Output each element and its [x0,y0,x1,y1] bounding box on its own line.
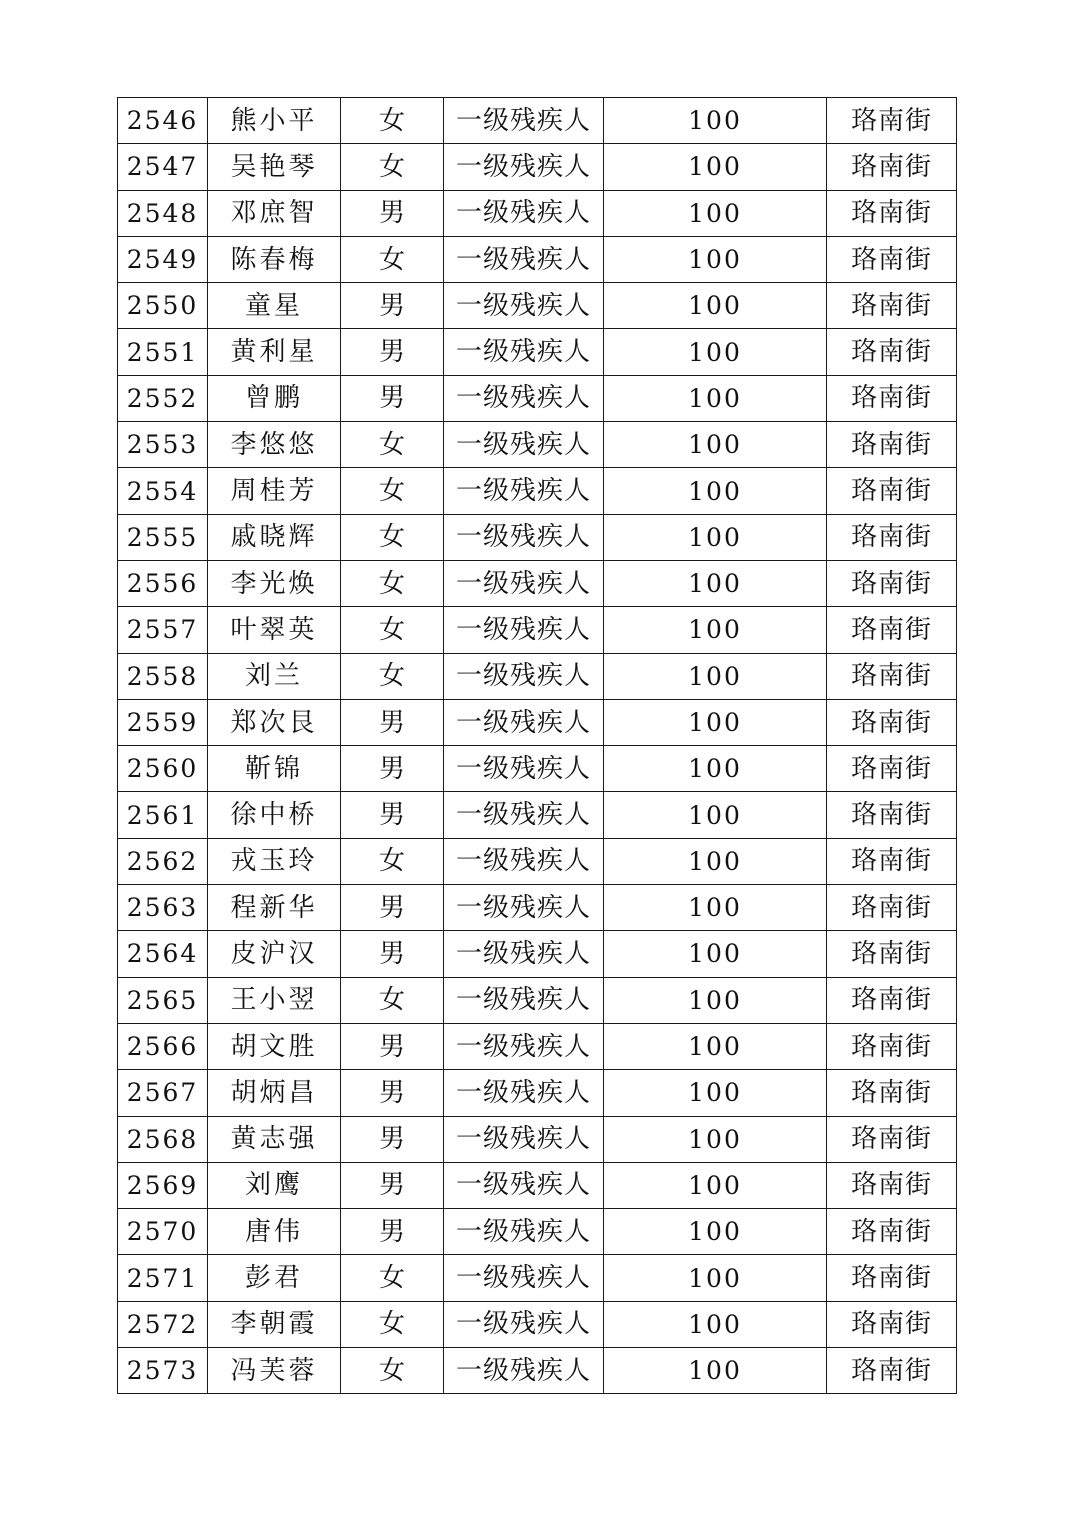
table-row [118,699,957,745]
table-row [118,1070,957,1116]
name-cell: 叶翠英 [208,607,341,653]
amount-cell: 100 [604,1255,827,1301]
amount-cell: 100 [604,977,827,1023]
amount-cell: 100 [604,1023,827,1069]
gender-cell: 女 [341,144,444,190]
gender-cell: 男 [341,1162,444,1208]
disability-level-cell: 一级残疾人 [444,653,604,699]
amount-cell: 100 [604,422,827,468]
amount-cell: 100 [604,792,827,838]
serial-number-cell: 2562 [118,838,208,884]
gender-cell: 男 [341,1023,444,1069]
amount-cell: 100 [604,1209,827,1255]
table-row [118,236,957,282]
table-row [118,1348,957,1394]
gender-cell: 男 [341,375,444,421]
table-row [118,977,957,1023]
disability-level-cell: 一级残疾人 [444,792,604,838]
amount-cell: 100 [604,283,827,329]
disability-level-cell: 一级残疾人 [444,885,604,931]
gender-cell: 男 [341,699,444,745]
serial-number-cell: 2566 [118,1023,208,1069]
table-row [118,792,957,838]
street-cell: 珞南街 [827,885,957,931]
gender-cell: 女 [341,560,444,606]
serial-number-cell: 2546 [118,98,208,144]
gender-cell: 女 [341,1255,444,1301]
disability-level-cell: 一级残疾人 [444,1116,604,1162]
amount-cell: 100 [604,514,827,560]
table-row [118,422,957,468]
serial-number-cell: 2550 [118,283,208,329]
name-cell: 彭君 [208,1255,341,1301]
gender-cell: 男 [341,792,444,838]
table-row [118,283,957,329]
amount-cell: 100 [604,1301,827,1347]
street-cell: 珞南街 [827,236,957,282]
amount-cell: 100 [604,468,827,514]
gender-cell: 男 [341,329,444,375]
name-cell: 胡炳昌 [208,1070,341,1116]
roster-table [117,97,957,1394]
table-row [118,560,957,606]
street-cell: 珞南街 [827,283,957,329]
table-row [118,885,957,931]
serial-number-cell: 2560 [118,746,208,792]
disability-level-cell: 一级残疾人 [444,468,604,514]
name-cell: 冯芙蓉 [208,1348,341,1394]
name-cell: 邓庶智 [208,190,341,236]
table-row [118,144,957,190]
amount-cell: 100 [604,560,827,606]
street-cell: 珞南街 [827,1209,957,1255]
gender-cell: 男 [341,885,444,931]
name-cell: 王小翌 [208,977,341,1023]
name-cell: 童星 [208,283,341,329]
disability-level-cell: 一级残疾人 [444,1255,604,1301]
gender-cell: 男 [341,931,444,977]
street-cell: 珞南街 [827,422,957,468]
name-cell: 郑次艮 [208,699,341,745]
gender-cell: 女 [341,236,444,282]
disability-level-cell: 一级残疾人 [444,1301,604,1347]
gender-cell: 女 [341,607,444,653]
street-cell: 珞南街 [827,190,957,236]
name-cell: 唐伟 [208,1209,341,1255]
table-row [118,1209,957,1255]
table-row [118,468,957,514]
street-cell: 珞南街 [827,1255,957,1301]
serial-number-cell: 2564 [118,931,208,977]
street-cell: 珞南街 [827,1023,957,1069]
street-cell: 珞南街 [827,560,957,606]
name-cell: 靳锦 [208,746,341,792]
street-cell: 珞南街 [827,1348,957,1394]
amount-cell: 100 [604,885,827,931]
gender-cell: 男 [341,190,444,236]
disability-level-cell: 一级残疾人 [444,514,604,560]
street-cell: 珞南街 [827,699,957,745]
disability-level-cell: 一级残疾人 [444,375,604,421]
disability-level-cell: 一级残疾人 [444,746,604,792]
disability-level-cell: 一级残疾人 [444,1209,604,1255]
gender-cell: 男 [341,1209,444,1255]
gender-cell: 男 [341,1116,444,1162]
amount-cell: 100 [604,607,827,653]
disability-level-cell: 一级残疾人 [444,1162,604,1208]
disability-level-cell: 一级残疾人 [444,283,604,329]
street-cell: 珞南街 [827,607,957,653]
serial-number-cell: 2568 [118,1116,208,1162]
amount-cell: 100 [604,329,827,375]
street-cell: 珞南街 [827,329,957,375]
table-row [118,931,957,977]
disability-level-cell: 一级残疾人 [444,931,604,977]
serial-number-cell: 2571 [118,1255,208,1301]
street-cell: 珞南街 [827,144,957,190]
street-cell: 珞南街 [827,653,957,699]
disability-level-cell: 一级残疾人 [444,190,604,236]
name-cell: 李光焕 [208,560,341,606]
serial-number-cell: 2556 [118,560,208,606]
table-row [118,1023,957,1069]
amount-cell: 100 [604,931,827,977]
serial-number-cell: 2570 [118,1209,208,1255]
table-row [118,98,957,144]
name-cell: 戚晓辉 [208,514,341,560]
serial-number-cell: 2573 [118,1348,208,1394]
name-cell: 吴艳琴 [208,144,341,190]
amount-cell: 100 [604,1070,827,1116]
street-cell: 珞南街 [827,1162,957,1208]
table-row [118,1116,957,1162]
table-row [118,1162,957,1208]
name-cell: 胡文胜 [208,1023,341,1069]
disability-level-cell: 一级残疾人 [444,1023,604,1069]
amount-cell: 100 [604,838,827,884]
name-cell: 周桂芳 [208,468,341,514]
table-row [118,653,957,699]
amount-cell: 100 [604,190,827,236]
street-cell: 珞南街 [827,746,957,792]
street-cell: 珞南街 [827,838,957,884]
name-cell: 刘鹰 [208,1162,341,1208]
serial-number-cell: 2561 [118,792,208,838]
gender-cell: 女 [341,422,444,468]
disability-level-cell: 一级残疾人 [444,1348,604,1394]
gender-cell: 男 [341,283,444,329]
serial-number-cell: 2559 [118,699,208,745]
serial-number-cell: 2551 [118,329,208,375]
disability-level-cell: 一级残疾人 [444,607,604,653]
name-cell: 李悠悠 [208,422,341,468]
street-cell: 珞南街 [827,98,957,144]
name-cell: 刘兰 [208,653,341,699]
serial-number-cell: 2567 [118,1070,208,1116]
name-cell: 程新华 [208,885,341,931]
name-cell: 徐中桥 [208,792,341,838]
serial-number-cell: 2548 [118,190,208,236]
gender-cell: 男 [341,746,444,792]
name-cell: 李朝霞 [208,1301,341,1347]
serial-number-cell: 2555 [118,514,208,560]
gender-cell: 女 [341,98,444,144]
amount-cell: 100 [604,144,827,190]
disability-level-cell: 一级残疾人 [444,977,604,1023]
amount-cell: 100 [604,375,827,421]
serial-number-cell: 2557 [118,607,208,653]
roster-body [118,98,957,1394]
disability-level-cell: 一级残疾人 [444,144,604,190]
serial-number-cell: 2569 [118,1162,208,1208]
name-cell: 熊小平 [208,98,341,144]
table-row [118,607,957,653]
disability-level-cell: 一级残疾人 [444,422,604,468]
amount-cell: 100 [604,746,827,792]
amount-cell: 100 [604,1348,827,1394]
name-cell: 陈春梅 [208,236,341,282]
table-row [118,746,957,792]
table-row [118,190,957,236]
serial-number-cell: 2565 [118,977,208,1023]
disability-level-cell: 一级残疾人 [444,98,604,144]
disability-level-cell: 一级残疾人 [444,699,604,745]
serial-number-cell: 2572 [118,1301,208,1347]
gender-cell: 男 [341,1070,444,1116]
amount-cell: 100 [604,236,827,282]
gender-cell: 女 [341,514,444,560]
serial-number-cell: 2553 [118,422,208,468]
disability-level-cell: 一级残疾人 [444,838,604,884]
amount-cell: 100 [604,1162,827,1208]
serial-number-cell: 2558 [118,653,208,699]
gender-cell: 女 [341,1348,444,1394]
serial-number-cell: 2554 [118,468,208,514]
name-cell: 皮沪汉 [208,931,341,977]
street-cell: 珞南街 [827,977,957,1023]
serial-number-cell: 2547 [118,144,208,190]
street-cell: 珞南街 [827,1070,957,1116]
disability-level-cell: 一级残疾人 [444,329,604,375]
serial-number-cell: 2549 [118,236,208,282]
street-cell: 珞南街 [827,1116,957,1162]
table-row [118,514,957,560]
gender-cell: 女 [341,838,444,884]
gender-cell: 女 [341,1301,444,1347]
table-row [118,329,957,375]
amount-cell: 100 [604,653,827,699]
amount-cell: 100 [604,699,827,745]
name-cell: 曾鹏 [208,375,341,421]
table-row [118,838,957,884]
table-row [118,1301,957,1347]
name-cell: 戎玉玲 [208,838,341,884]
amount-cell: 100 [604,98,827,144]
disability-level-cell: 一级残疾人 [444,236,604,282]
street-cell: 珞南街 [827,514,957,560]
gender-cell: 女 [341,653,444,699]
street-cell: 珞南街 [827,792,957,838]
street-cell: 珞南街 [827,931,957,977]
serial-number-cell: 2552 [118,375,208,421]
street-cell: 珞南街 [827,1301,957,1347]
table-row [118,1255,957,1301]
gender-cell: 女 [341,977,444,1023]
disability-level-cell: 一级残疾人 [444,1070,604,1116]
gender-cell: 女 [341,468,444,514]
serial-number-cell: 2563 [118,885,208,931]
amount-cell: 100 [604,1116,827,1162]
name-cell: 黄志强 [208,1116,341,1162]
disability-level-cell: 一级残疾人 [444,560,604,606]
street-cell: 珞南街 [827,468,957,514]
table-row [118,375,957,421]
street-cell: 珞南街 [827,375,957,421]
name-cell: 黄利星 [208,329,341,375]
